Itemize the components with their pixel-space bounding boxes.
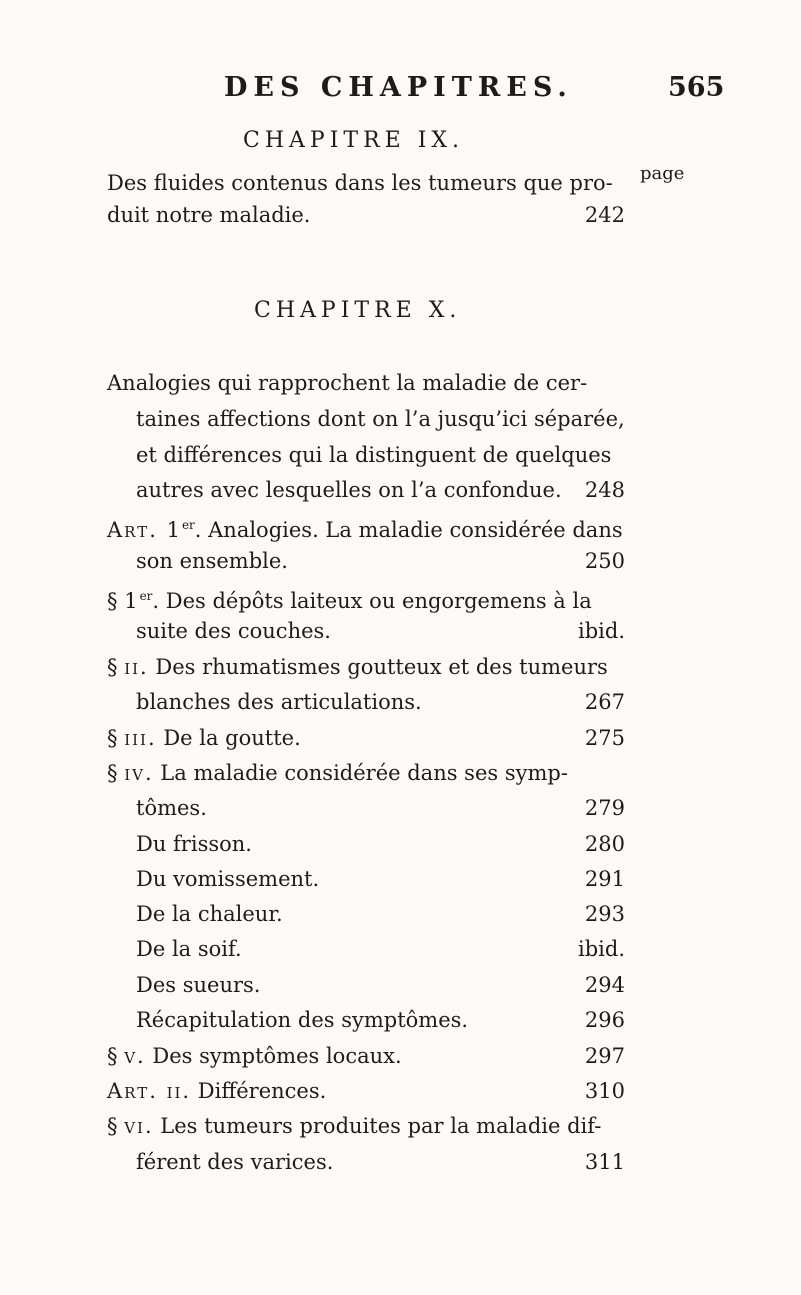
entry-page-number: ibid. (578, 619, 625, 643)
toc-entry (0, 686, 801, 718)
entry-title: Des sueurs. (136, 973, 261, 997)
entry-page-number: 291 (584, 867, 625, 891)
page-number: 565 (668, 72, 725, 103)
entry-ordinal: ii. (124, 655, 149, 679)
entry-page-number: 279 (584, 796, 625, 820)
toc-entry (0, 933, 801, 965)
toc-entry (0, 1075, 801, 1107)
toc-entry (0, 580, 801, 612)
toc-entry (0, 792, 801, 824)
toc-entry (0, 1040, 801, 1072)
toc-entry-text (107, 1040, 402, 1072)
entry-title: duit notre maladie. (107, 203, 311, 227)
entry-title: son ensemble. (136, 549, 288, 573)
entry-title: Du vomissement. (136, 867, 320, 891)
entry-title: suite des couches. (136, 619, 331, 643)
entry-page-number: 294 (584, 973, 625, 997)
toc-entry (0, 1146, 801, 1178)
toc-entry-text (107, 580, 592, 617)
entry-title: et différences qui la distinguent de quelques (136, 443, 612, 467)
toc-entry (0, 828, 801, 860)
chapter-heading-x: CHAPITRE X. (254, 298, 462, 323)
toc-entry-text (136, 969, 260, 1001)
toc-entry-text (107, 757, 568, 789)
entry-prefix: § (107, 589, 125, 613)
entry-title: Des fluides contenus dans les tumeurs que pro- (107, 171, 613, 195)
entry-ordinal: 1 (166, 518, 182, 542)
toc-entry (0, 1110, 801, 1142)
entry-page-number: 248 (584, 478, 625, 502)
entry-ordinal: iv. (124, 761, 154, 785)
toc-entry (0, 757, 801, 789)
entry-title: . Analogies. La maladie considérée dans (194, 518, 623, 542)
toc-entry-text (136, 403, 625, 435)
entry-page-number: 242 (584, 203, 625, 227)
entry-page-number: 275 (584, 726, 625, 750)
entry-prefix: Art. (107, 1079, 167, 1103)
toc-entry (0, 651, 801, 683)
toc-entry-text (136, 474, 562, 506)
toc-entry (0, 898, 801, 930)
entry-prefix: Art. (107, 518, 167, 542)
entry-title: Les tumeurs produites par la maladie dif- (153, 1114, 602, 1138)
running-head (0, 72, 801, 112)
entry-superscript: er (139, 589, 153, 603)
toc-entry-text (107, 199, 310, 231)
entry-title: . Des dépôts laiteux ou engorgemens à la (152, 589, 592, 613)
entry-page-number: 267 (584, 690, 625, 714)
entry-page-number: ibid. (578, 937, 625, 961)
entry-title: Du frisson. (136, 832, 252, 856)
entry-page-number: 310 (584, 1079, 625, 1103)
entry-title: Récapitulation des symptômes. (136, 1008, 469, 1032)
entry-title: Différences. (191, 1079, 327, 1103)
toc-entry-text (136, 615, 331, 647)
entry-ordinal: v. (124, 1044, 146, 1068)
toc-entry-text (107, 1110, 601, 1142)
entry-page-number: 296 (584, 1008, 625, 1032)
entry-title: Des rhumatismes goutteux et des tumeurs (148, 655, 608, 679)
entry-prefix: § (107, 655, 125, 679)
toc-entry-text (107, 722, 301, 754)
entry-prefix: § (107, 761, 125, 785)
entry-title: tômes. (136, 796, 207, 820)
toc-entry (0, 199, 801, 231)
entry-title: Des symptômes locaux. (145, 1044, 402, 1068)
toc-entry-text (136, 439, 611, 471)
toc-entry-text (107, 367, 587, 399)
toc-entry-text (107, 1075, 326, 1107)
toc-entry (0, 474, 801, 506)
toc-entry-text (136, 545, 288, 577)
page-column-label: page (640, 163, 685, 184)
entry-ordinal: iii. (124, 726, 157, 750)
toc-entry-text (136, 898, 283, 930)
entry-page-number: 250 (584, 549, 625, 573)
entry-title: autres avec lesquelles on l’a confondue. (136, 478, 562, 502)
toc-entry-text (136, 686, 422, 718)
entry-superscript: er (181, 518, 195, 532)
toc-entry (0, 509, 801, 541)
toc-entry (0, 367, 801, 399)
entry-title: férent des varices. (136, 1150, 334, 1174)
entry-prefix: § (107, 1044, 125, 1068)
toc-entry (0, 439, 801, 471)
chapter-heading-ix: CHAPITRE IX. (243, 128, 465, 153)
toc-entry-text (136, 1004, 468, 1036)
entry-ordinal: 1 (124, 589, 140, 613)
entry-prefix: § (107, 1114, 125, 1138)
toc-entry-text (136, 1146, 333, 1178)
entry-page-number: 297 (584, 1044, 625, 1068)
toc-entry-text (136, 828, 252, 860)
toc-entry-text (136, 792, 207, 824)
toc-entry (0, 403, 801, 435)
entry-title: blanches des articulations. (136, 690, 422, 714)
toc-entry (0, 545, 801, 577)
toc-entry (0, 863, 801, 895)
entry-page-number: 311 (584, 1150, 625, 1174)
entry-title: La maladie considérée dans ses symp- (153, 761, 568, 785)
entry-page-number: 280 (584, 832, 625, 856)
toc-entry (0, 615, 801, 647)
entry-ordinal: vi. (124, 1114, 154, 1138)
toc-entry (0, 722, 801, 754)
toc-entry (0, 1004, 801, 1036)
toc-entry-text (107, 509, 623, 546)
toc-entry (0, 969, 801, 1001)
toc-entry-text (136, 863, 319, 895)
entry-title: Analogies qui rapprochent la maladie de cer- (107, 371, 588, 395)
toc-entry-text (107, 167, 613, 199)
entry-title: De la chaleur. (136, 902, 283, 926)
running-head-title: DES CHAPITRES. (224, 72, 573, 103)
entry-page-number: 293 (584, 902, 625, 926)
entry-ordinal: ii. (166, 1079, 192, 1103)
toc-entry-text (107, 651, 608, 683)
toc-entry-text (136, 933, 242, 965)
entry-title: De la soif. (136, 937, 242, 961)
toc-entry (0, 167, 801, 199)
entry-title: De la goutte. (156, 726, 301, 750)
entry-prefix: § (107, 726, 125, 750)
entry-title: taines affections dont on l’a jusqu’ici séparée, (136, 407, 625, 431)
